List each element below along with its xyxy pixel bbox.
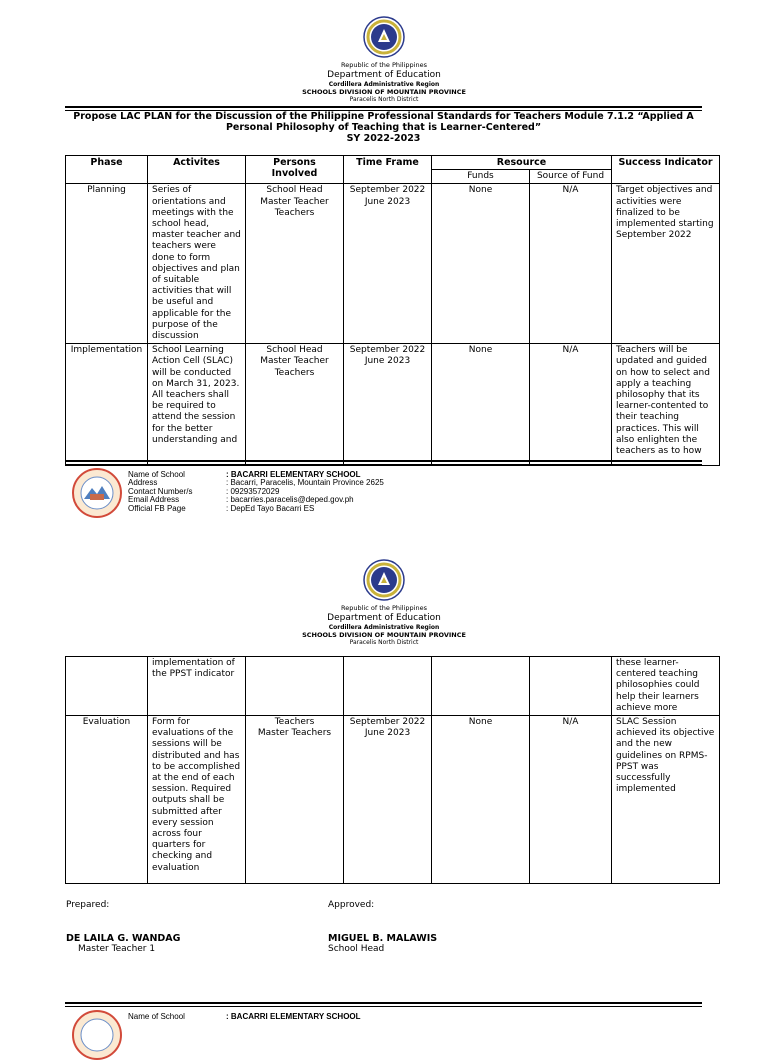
cell-source bbox=[530, 657, 612, 716]
document-title bbox=[65, 111, 702, 144]
lac-plan-table-continued bbox=[65, 656, 720, 884]
header-division: SCHOOLS DIVISION OF MOUNTAIN PROVINCE bbox=[302, 88, 466, 96]
school-label: Name of School bbox=[128, 470, 185, 479]
person: Teachers bbox=[274, 207, 315, 218]
header-source: Source of Fund bbox=[530, 170, 612, 184]
school-name: : BACARRI ELEMENTARY SCHOOL bbox=[226, 1012, 361, 1021]
address-value: : Bacarri, Paracelis, Mountain Province 2625 bbox=[226, 478, 384, 488]
cell-funds: None bbox=[432, 344, 530, 466]
timeframe-end: June 2023 bbox=[364, 728, 411, 739]
header-republic: Republic of the Philippines bbox=[341, 61, 427, 69]
school-logo-icon bbox=[72, 1010, 122, 1060]
timeframe-start: September 2022 bbox=[349, 345, 426, 356]
cell-success: Teachers will be updated and guided on how to select and apply a teaching philosophy that its learner-contented to their teaching practices. This will also enlighten the teachers as to how bbox=[612, 344, 720, 466]
prepared-signatory bbox=[66, 933, 180, 954]
header-district: Paracelis North District bbox=[349, 639, 419, 646]
cell-persons bbox=[246, 657, 344, 716]
cell-timeframe bbox=[344, 184, 432, 344]
header-department: Department of Education bbox=[327, 70, 441, 80]
school-label: Name of School bbox=[128, 1012, 185, 1021]
header-region: Cordillera Administrative Region bbox=[328, 81, 440, 88]
timeframe-start: September 2022 bbox=[349, 717, 426, 728]
footer-divider bbox=[65, 1002, 702, 1004]
lac-plan-table bbox=[65, 155, 720, 466]
header-department: Department of Education bbox=[327, 613, 441, 623]
cell-persons bbox=[246, 344, 344, 466]
prepared-title: Master Teacher 1 bbox=[78, 944, 156, 954]
address-label: Address bbox=[128, 478, 158, 488]
title-line-3: SY 2022-2023 bbox=[346, 133, 421, 144]
table-row bbox=[66, 344, 720, 466]
timeframe-end: June 2023 bbox=[364, 356, 411, 367]
person: School Head bbox=[266, 345, 323, 356]
cell-timeframe bbox=[344, 657, 432, 716]
cell-funds bbox=[432, 657, 530, 716]
approved-title: School Head bbox=[328, 944, 385, 954]
cell-phase: Planning bbox=[66, 184, 148, 344]
header-timeframe: Time Frame bbox=[344, 156, 432, 184]
cell-timeframe bbox=[344, 716, 432, 884]
cell-activities: Form for evaluations of the sessions will be distributed and has to be accomplished at the end of each session. Required outputs shall be submitted after every session across four quarters for checking and evaluation bbox=[148, 716, 246, 884]
person: School Head bbox=[266, 185, 323, 196]
school-info-block bbox=[128, 1013, 361, 1021]
cell-success: SLAC Session achieved its objective and the new guidelines on RPMS-PPST was successfully implemented bbox=[612, 716, 720, 884]
person: Master Teachers bbox=[257, 728, 332, 739]
person: Master Teacher bbox=[260, 196, 329, 207]
header-republic: Republic of the Philippines bbox=[341, 604, 427, 612]
cell-phase: Evaluation bbox=[66, 716, 148, 884]
contact-label: Contact Number/s bbox=[128, 486, 193, 496]
table-row bbox=[66, 657, 720, 716]
header-resource: Resource bbox=[432, 156, 612, 170]
header-district: Paracelis North District bbox=[349, 96, 419, 103]
header-region: Cordillera Administrative Region bbox=[328, 624, 440, 631]
timeframe-start: September 2022 bbox=[349, 185, 426, 196]
footer-divider bbox=[65, 460, 702, 462]
cell-timeframe bbox=[344, 344, 432, 466]
header-persons: Persons Involved bbox=[246, 156, 344, 184]
footer-divider-thin bbox=[65, 1006, 702, 1007]
prepared-label: Prepared: bbox=[66, 900, 110, 910]
header-success: Success Indicator bbox=[612, 156, 720, 184]
cell-persons bbox=[246, 184, 344, 344]
cell-success: Target objectives and activities were finalized to be implemented starting September 2022 bbox=[612, 184, 720, 344]
header-phase: Phase bbox=[66, 156, 148, 184]
footer-divider-thin bbox=[65, 464, 702, 465]
timeframe-end: June 2023 bbox=[364, 196, 411, 207]
table-row bbox=[66, 716, 720, 884]
cell-success: these learner-centered teaching philosophies could help their learners achieve more bbox=[612, 657, 720, 716]
approved-label: Approved: bbox=[328, 900, 375, 910]
title-line-1: Propose LAC PLAN for the Discussion of the Philippine Professional Standards for Teachers Module 7.1.2 “Applied A bbox=[73, 111, 694, 122]
deped-seal-icon bbox=[363, 16, 405, 58]
cell-activities: School Learning Action Cell (SLAC) will be conducted on March 31, 2023. All teachers shall be required to attend the session for the better understanding and bbox=[148, 344, 246, 466]
person: Teachers bbox=[274, 367, 315, 378]
person: Teachers bbox=[274, 717, 315, 728]
fb-label: Official FB Page bbox=[128, 503, 186, 513]
cell-funds: None bbox=[432, 716, 530, 884]
deped-seal-icon bbox=[363, 559, 405, 601]
school-info-block bbox=[128, 471, 384, 513]
header-divider bbox=[65, 106, 702, 108]
header-division: SCHOOLS DIVISION OF MOUNTAIN PROVINCE bbox=[302, 631, 466, 639]
cell-activities: implementation of the PPST indicator bbox=[148, 657, 246, 716]
table-header-row bbox=[66, 156, 720, 170]
header-funds: Funds bbox=[432, 170, 530, 184]
title-line-2: Personal Philosophy of Teaching that is Learner-Centered” bbox=[225, 122, 542, 133]
cell-activities: Series of orientations and meetings with the school head, master teacher and teachers were done to form objectives and plan of suitable activities that will be useful and applicable for the purpose of the discussion bbox=[148, 184, 246, 344]
approved-signatory bbox=[328, 933, 437, 954]
prepared-name: DE LAILA G. WANDAG bbox=[66, 933, 181, 944]
table-row bbox=[66, 184, 720, 344]
cell-phase bbox=[66, 657, 148, 716]
document-page-2 bbox=[0, 543, 768, 1024]
cell-persons bbox=[246, 716, 344, 884]
approved-name: MIGUEL B. MALAWIS bbox=[328, 933, 438, 944]
cell-source: N/A bbox=[530, 716, 612, 884]
email-label: Email Address bbox=[128, 495, 180, 505]
school-name: : BACARRI ELEMENTARY SCHOOL bbox=[226, 470, 361, 479]
contact-value: : 09293572029 bbox=[226, 486, 280, 496]
cell-phase: Implementation bbox=[66, 344, 148, 466]
cell-funds: None bbox=[432, 184, 530, 344]
cell-source: N/A bbox=[530, 184, 612, 344]
fb-value: : DepEd Tayo Bacarri ES bbox=[226, 503, 315, 513]
email-value: : bacarries.paracelis@deped.gov.ph bbox=[226, 495, 354, 505]
header-activities: Activites bbox=[148, 156, 246, 184]
person: Master Teacher bbox=[260, 356, 329, 367]
cell-source: N/A bbox=[530, 344, 612, 466]
school-logo-icon bbox=[72, 468, 122, 518]
